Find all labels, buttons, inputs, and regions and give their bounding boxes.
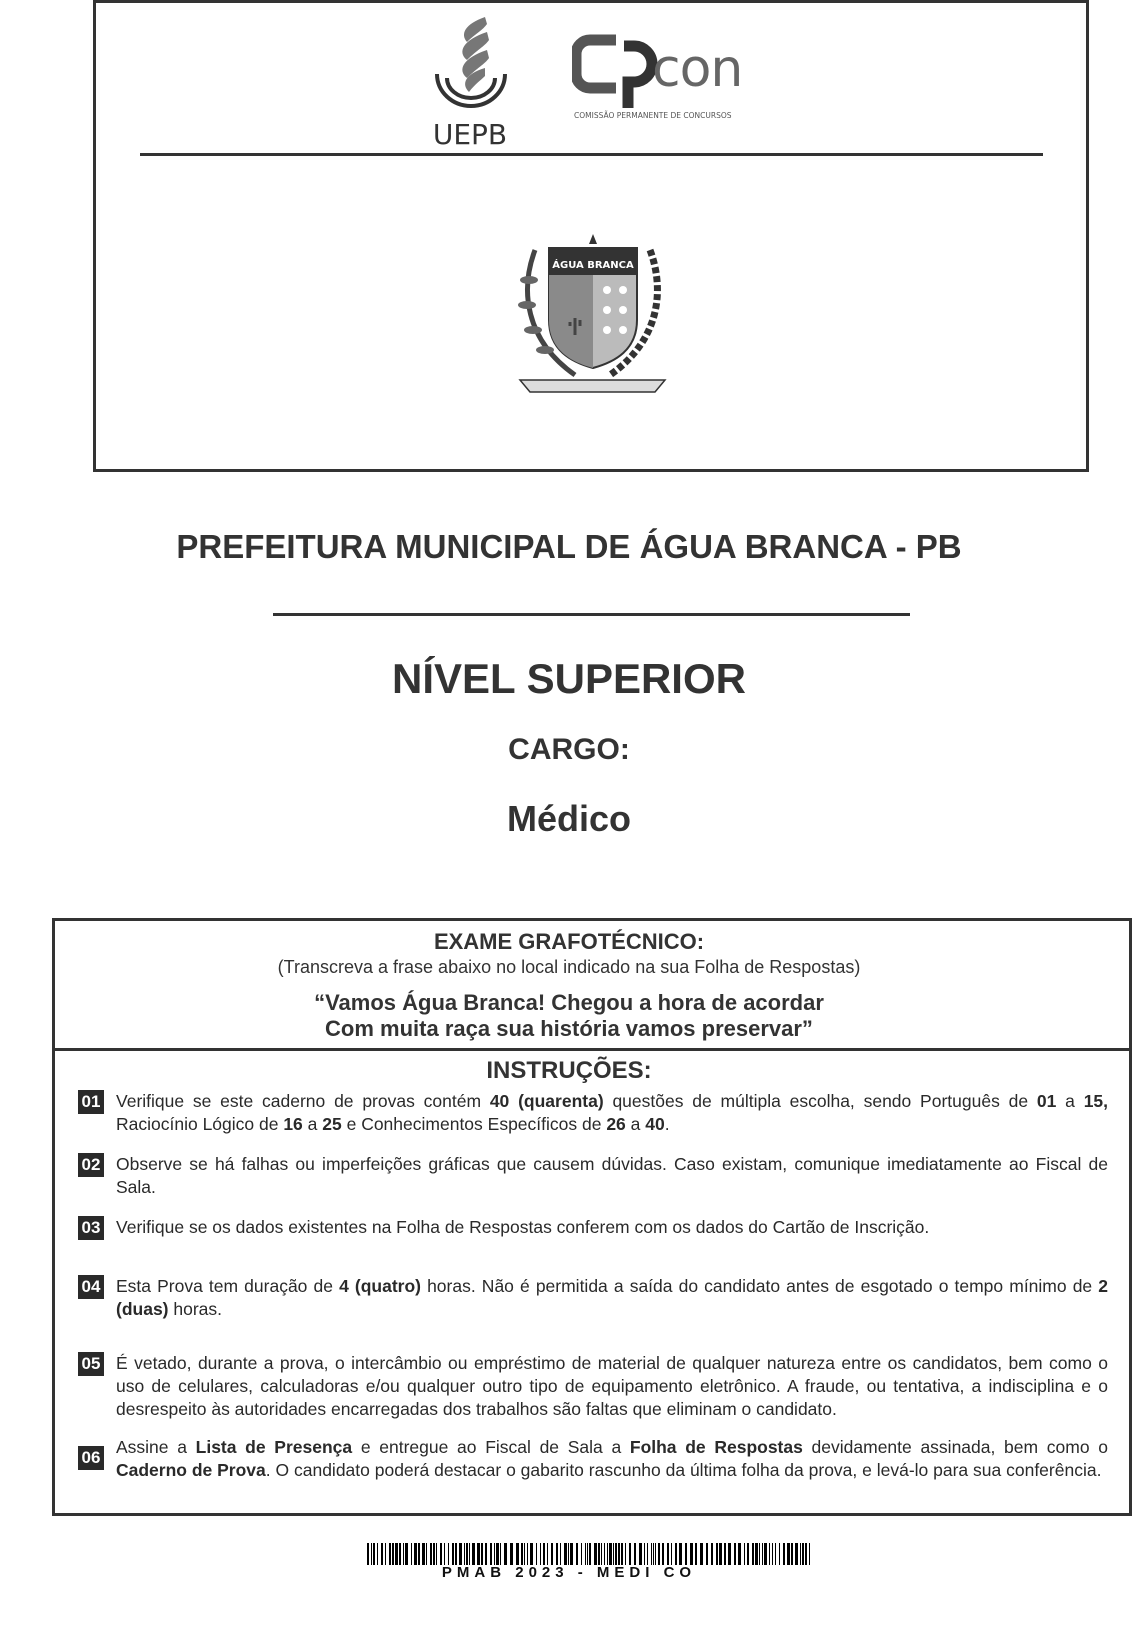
instruction-item	[78, 1153, 1108, 1199]
cargo-value: Médico	[506, 798, 631, 839]
barcode-bar	[444, 1543, 445, 1565]
barcode-bar	[744, 1543, 745, 1565]
barcode-bar	[728, 1543, 731, 1565]
header-divider	[140, 153, 1043, 156]
barcode-bar	[787, 1543, 790, 1565]
barcode-bar	[455, 1543, 457, 1565]
barcode-bar	[530, 1543, 533, 1565]
barcode-bar	[747, 1543, 749, 1565]
barcode-bar	[695, 1543, 697, 1565]
instruction-item	[78, 1352, 1108, 1421]
barcode-bar	[752, 1543, 754, 1565]
cpcon-logo-text: con	[652, 39, 743, 99]
exam-subtitle: (Transcreva a frase abaixo no local indicado na sua Folha de Respostas)	[277, 957, 861, 977]
barcode-bar	[625, 1543, 626, 1565]
barcode-bar	[371, 1543, 372, 1565]
instructions-title: INSTRUÇÕES:	[486, 1057, 652, 1084]
instruction-text-segment: questões de múltipla escolha, sendo Português de	[603, 1091, 1037, 1111]
coat-of-arms-text: ÁGUA BRANCA	[552, 260, 634, 271]
barcode-bar	[769, 1543, 770, 1565]
instruction-text-bold: Folha de Respostas	[629, 1437, 803, 1457]
instruction-text-segment: horas.	[168, 1299, 222, 1319]
barcode-bar	[399, 1543, 401, 1565]
instruction-text-segment: e Conhecimentos Específicos de	[341, 1114, 607, 1134]
barcode-bar	[655, 1543, 656, 1565]
barcode-bar	[403, 1543, 404, 1565]
cargo-label: CARGO:	[508, 733, 630, 766]
instruction-text-segment: a	[1056, 1091, 1084, 1111]
quote-line-2: Com muita raça sua história vamos preservar”	[325, 1016, 813, 1041]
barcode-bar	[644, 1543, 645, 1565]
barcode-bar	[805, 1543, 807, 1565]
barcode-bar	[685, 1543, 687, 1565]
barcode-bar	[795, 1543, 798, 1565]
barcode-bar	[524, 1543, 525, 1565]
barcode-bar	[621, 1543, 623, 1565]
barcode-bar	[791, 1543, 793, 1565]
instruction-text-bold: 40	[645, 1114, 665, 1134]
barcode-bar	[481, 1543, 483, 1565]
instruction-text	[116, 1275, 1108, 1321]
barcode-bar	[395, 1543, 398, 1565]
barcode-bar	[724, 1543, 726, 1565]
instruction-text-segment: horas. Não é permitida a saída do candidato antes de esgotado o tempo mínimo de	[420, 1276, 1099, 1296]
instructions-divider	[52, 1048, 1132, 1051]
barcode-bar	[490, 1543, 492, 1565]
instruction-text-bold: Lista de Presença	[195, 1437, 353, 1457]
barcode-bar	[598, 1543, 600, 1565]
barcode-bar	[560, 1543, 561, 1565]
instruction-text-bold: 40 (quarenta)	[489, 1091, 604, 1111]
barcode-bar	[634, 1543, 636, 1565]
barcode-bar	[527, 1543, 528, 1565]
barcode-bar	[802, 1543, 804, 1565]
instruction-text	[116, 1090, 1108, 1136]
instruction-text-bold: 15,	[1083, 1091, 1109, 1111]
instruction-text	[116, 1352, 1108, 1421]
barcode-bar	[671, 1543, 672, 1565]
barcode-bar	[716, 1543, 718, 1565]
barcode-bar	[618, 1543, 620, 1565]
barcode-bar	[662, 1543, 664, 1565]
barcode-bar	[604, 1543, 605, 1565]
page-title: PREFEITURA MUNICIPAL DE ÁGUA BRANCA - PB	[176, 528, 962, 565]
barcode-bar	[496, 1543, 499, 1565]
instruction-text-segment: a	[625, 1114, 646, 1134]
barcode-bar	[547, 1543, 548, 1565]
barcode-bar	[711, 1543, 713, 1565]
barcode-bar	[521, 1543, 523, 1565]
barcode-bar	[464, 1543, 465, 1565]
barcode-bar	[392, 1543, 394, 1565]
barcode-bar	[551, 1543, 553, 1565]
instruction-item	[78, 1090, 1108, 1136]
barcode-bar	[440, 1543, 442, 1565]
barcode-bar	[734, 1543, 736, 1565]
barcode-bar	[647, 1543, 648, 1565]
instruction-item	[78, 1275, 1108, 1321]
barcode-bar	[609, 1543, 612, 1565]
instruction-text-segment: Esta Prova tem duração de	[116, 1276, 340, 1296]
barcode-bar	[405, 1543, 408, 1565]
instruction-text-segment: Raciocínio Lógico de	[116, 1114, 284, 1134]
instruction-text-segment: devidamente assinada, bem como o	[802, 1437, 1109, 1457]
barcode-bar	[783, 1543, 785, 1565]
instruction-text-segment: a	[302, 1114, 323, 1134]
instruction-text	[116, 1436, 1108, 1482]
cpcon-subtitle: COMISSÃO PERMANENTE DE CONCURSOS	[574, 111, 732, 120]
instruction-text-bold: 2 (duas)	[116, 1276, 1108, 1319]
barcode-bar	[675, 1543, 677, 1565]
barcode-bar	[422, 1543, 425, 1565]
barcode-bar	[477, 1543, 480, 1565]
exam-quote	[0, 990, 1138, 1042]
instruction-number: 01	[78, 1090, 104, 1114]
quote-line-1: “Vamos Água Branca! Chegou a hora de acordar	[314, 990, 824, 1015]
barcode-bar	[414, 1543, 417, 1565]
barcode-bar	[779, 1543, 780, 1565]
exam-title: EXAME GRAFOTÉCNICO:	[433, 929, 705, 954]
barcode-bar	[389, 1543, 391, 1565]
barcode-bar	[772, 1543, 773, 1565]
barcode-text: PMAB 2023 - MEDI CO	[441, 1564, 697, 1581]
barcode-bar	[581, 1543, 582, 1565]
barcode-bar	[594, 1543, 597, 1565]
barcode-bar	[485, 1543, 487, 1565]
barcode-bar	[764, 1543, 767, 1565]
instruction-item	[78, 1436, 1108, 1482]
barcode-bar	[430, 1543, 432, 1565]
instruction-text-segment: É vetado, durante a prova, o intercâmbio ou empréstimo de material de qualquer natureza entre os candidatos, bem como o uso de celulares, calculadoras e/ou qualquer outro tipo de equipamento eletrônico. A fraude, ou tentativa, a indisciplina e o desrespeito às autoridades encarregadas dos trabalhos são faltas que eliminam o candidato.	[116, 1353, 1108, 1419]
barcode-bar	[367, 1543, 369, 1565]
barcode-bar	[629, 1543, 631, 1565]
instruction-number: 05	[78, 1352, 104, 1376]
barcode-bar	[564, 1543, 567, 1565]
barcode-bar	[426, 1543, 427, 1565]
uepb-logo-text: UEPB	[432, 118, 508, 150]
barcode	[367, 1543, 813, 1565]
barcode-bar	[667, 1543, 669, 1565]
barcode-bar	[536, 1543, 537, 1565]
instruction-text-segment: Observe se há falhas ou imperfeições gráficas que causem dúvidas. Caso existam, comunique imediatamente ao Fiscal de Sala.	[116, 1154, 1108, 1197]
instruction-text-segment: e entregue ao Fiscal de Sala a	[352, 1437, 630, 1457]
barcode-bar	[587, 1543, 588, 1565]
barcode-bar	[570, 1543, 573, 1565]
barcode-bar	[706, 1543, 708, 1565]
instruction-text-segment: Assine a	[116, 1437, 196, 1457]
coat-of-arms	[515, 230, 670, 402]
uepb-logo	[425, 12, 515, 150]
barcode-bar	[469, 1543, 470, 1565]
barcode-bar	[658, 1543, 660, 1565]
barcode-bar	[651, 1543, 652, 1565]
instruction-text-segment: .	[664, 1114, 670, 1134]
barcode-bar	[436, 1543, 437, 1565]
barcode-bar	[459, 1543, 462, 1565]
barcode-bar	[510, 1543, 513, 1565]
barcode-bar	[589, 1543, 591, 1565]
instruction-text-segment: Verifique se os dados existentes na Folha de Respostas conferem com os dados do Cartão de Inscrição.	[116, 1217, 930, 1237]
instruction-text-bold: 26	[606, 1114, 626, 1134]
barcode-bar	[385, 1543, 386, 1565]
instruction-text	[116, 1216, 1108, 1239]
barcode-bar	[615, 1543, 617, 1565]
instruction-item	[78, 1216, 1108, 1239]
instruction-number: 03	[78, 1216, 104, 1240]
barcode-bar	[543, 1543, 545, 1565]
instruction-number: 06	[78, 1446, 104, 1470]
barcode-bar	[738, 1543, 741, 1565]
barcode-bar	[639, 1543, 642, 1565]
barcode-bar	[800, 1543, 801, 1565]
barcode-bar	[809, 1543, 810, 1565]
barcode-bar	[411, 1543, 412, 1565]
instruction-text-bold: Caderno de Prova	[116, 1460, 266, 1480]
barcode-bar	[500, 1543, 501, 1565]
barcode-bar	[433, 1543, 435, 1565]
barcode-bar	[504, 1543, 507, 1565]
barcode-bar	[585, 1543, 586, 1565]
instruction-text-bold: 01	[1036, 1091, 1057, 1111]
barcode-bar	[494, 1543, 495, 1565]
barcode-bar	[613, 1543, 614, 1565]
barcode-bar	[607, 1543, 608, 1565]
barcode-bar	[719, 1543, 722, 1565]
barcode-bar	[556, 1543, 558, 1565]
barcode-bar	[653, 1543, 654, 1565]
barcode-bar	[759, 1543, 760, 1565]
instruction-text	[116, 1153, 1108, 1199]
level-heading: NÍVEL SUPERIOR	[392, 655, 746, 702]
instruction-text-bold: 4 (quatro)	[339, 1276, 421, 1296]
instruction-text-segment: Verifique se este caderno de provas contém	[116, 1091, 490, 1111]
barcode-bar	[472, 1543, 475, 1565]
instruction-text-bold: 16	[283, 1114, 303, 1134]
barcode-bar	[377, 1543, 378, 1565]
barcode-bar	[690, 1543, 693, 1565]
barcode-bar	[540, 1543, 541, 1565]
barcode-bar	[755, 1543, 758, 1565]
barcode-bar	[381, 1543, 383, 1565]
barcode-bar	[466, 1543, 468, 1565]
cpcon-logo	[572, 32, 762, 122]
barcode-bar	[700, 1543, 703, 1565]
instruction-text-segment: . O candidato poderá destacar o gabarito rascunho da última folha da prova, e levá-lo para sua conferência.	[265, 1460, 1102, 1480]
barcode-bar	[448, 1543, 449, 1565]
instruction-number: 02	[78, 1153, 104, 1177]
barcode-bar	[568, 1543, 569, 1565]
barcode-bar	[775, 1543, 776, 1565]
instruction-text-bold: 25	[322, 1114, 342, 1134]
barcode-bar	[373, 1543, 375, 1565]
barcode-bar	[762, 1543, 763, 1565]
instruction-number: 04	[78, 1275, 104, 1299]
barcode-bar	[601, 1543, 602, 1565]
barcode-bar	[679, 1543, 682, 1565]
barcode-bar	[452, 1543, 454, 1565]
barcode-bar	[418, 1543, 420, 1565]
title-divider	[273, 613, 910, 616]
barcode-bar	[576, 1543, 578, 1565]
barcode-bar	[516, 1543, 519, 1565]
